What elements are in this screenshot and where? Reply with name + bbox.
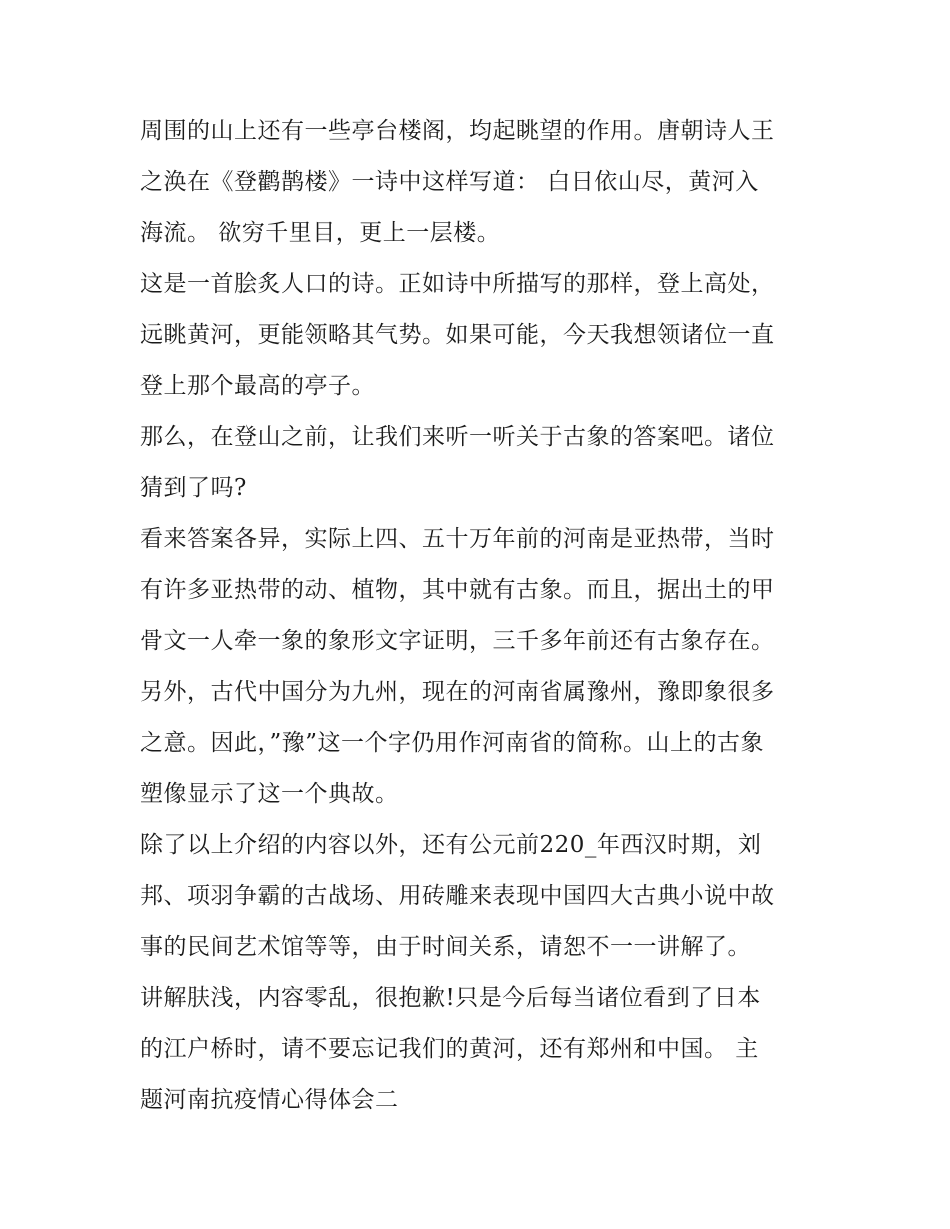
paragraph-elephant-question [140, 412, 815, 514]
document-body [140, 106, 815, 1126]
text-line: 海流。 欲穷千里目，更上一层楼。 [140, 220, 501, 246]
text-line: 塑像显示了这一个典故。 [140, 781, 399, 807]
text-line: 事的民间艺术馆等等，由于时间关系，请恕不一一讲解了。 [140, 934, 751, 960]
paragraph-other-sights [140, 820, 815, 973]
text-line: 另外，古代中国分为九州，现在的河南省属豫州，豫即象很多 [140, 679, 775, 705]
paragraph-pavilions-poem [140, 106, 815, 259]
text-line: 周围的山上还有一些亭台楼阁，均起眺望的作用。唐朝诗人王 [140, 118, 775, 144]
text-line: 远眺黄河，更能领略其气势。如果可能，今天我想领诸位一直 [140, 322, 775, 348]
text-line: 除了以上介绍的内容以外，还有公元前220_年西汉时期，刘 [140, 832, 762, 858]
text-line: 有许多亚热带的动、植物，其中就有古象。而且，据出土的甲 [140, 577, 775, 603]
text-line: 登上那个最高的亭子。 [140, 373, 375, 399]
text-line: 之意。因此，”豫”这一个字仍用作河南省的简称。山上的古象 [140, 730, 765, 756]
text-line: 这是一首脍炙人口的诗。正如诗中所描写的那样，登上高处， [140, 271, 775, 297]
text-line: 骨文一人牵一象的象形文字证明，三千多年前还有古象存在。 [140, 628, 775, 654]
text-line: 的江户桥时，请不要忘记我们的黄河，还有郑州和中国。 主 [140, 1036, 759, 1062]
text-line: 那么，在登山之前，让我们来听一听关于古象的答案吧。诸位 [140, 424, 775, 450]
text-line: 之涣在《登鹳鹊楼》一诗中这样写道： 白日依山尽，黄河入 [140, 169, 759, 195]
text-line: 讲解肤浅，内容零乱，很抱歉!只是今后每当诸位看到了日本 [140, 985, 761, 1011]
text-line: 邦、项羽争霸的古战场、用砖雕来表现中国四大古典小说中故 [140, 883, 775, 909]
paragraph-famous-poem [140, 259, 815, 412]
paragraph-elephant-answer [140, 514, 815, 820]
paragraph-closing [140, 973, 815, 1126]
text-line: 看来答案各异，实际上四、五十万年前的河南是亚热带，当时 [140, 526, 775, 552]
text-line: 猜到了吗? [140, 475, 247, 501]
text-line: 题河南抗疫情心得体会二 [140, 1087, 399, 1113]
